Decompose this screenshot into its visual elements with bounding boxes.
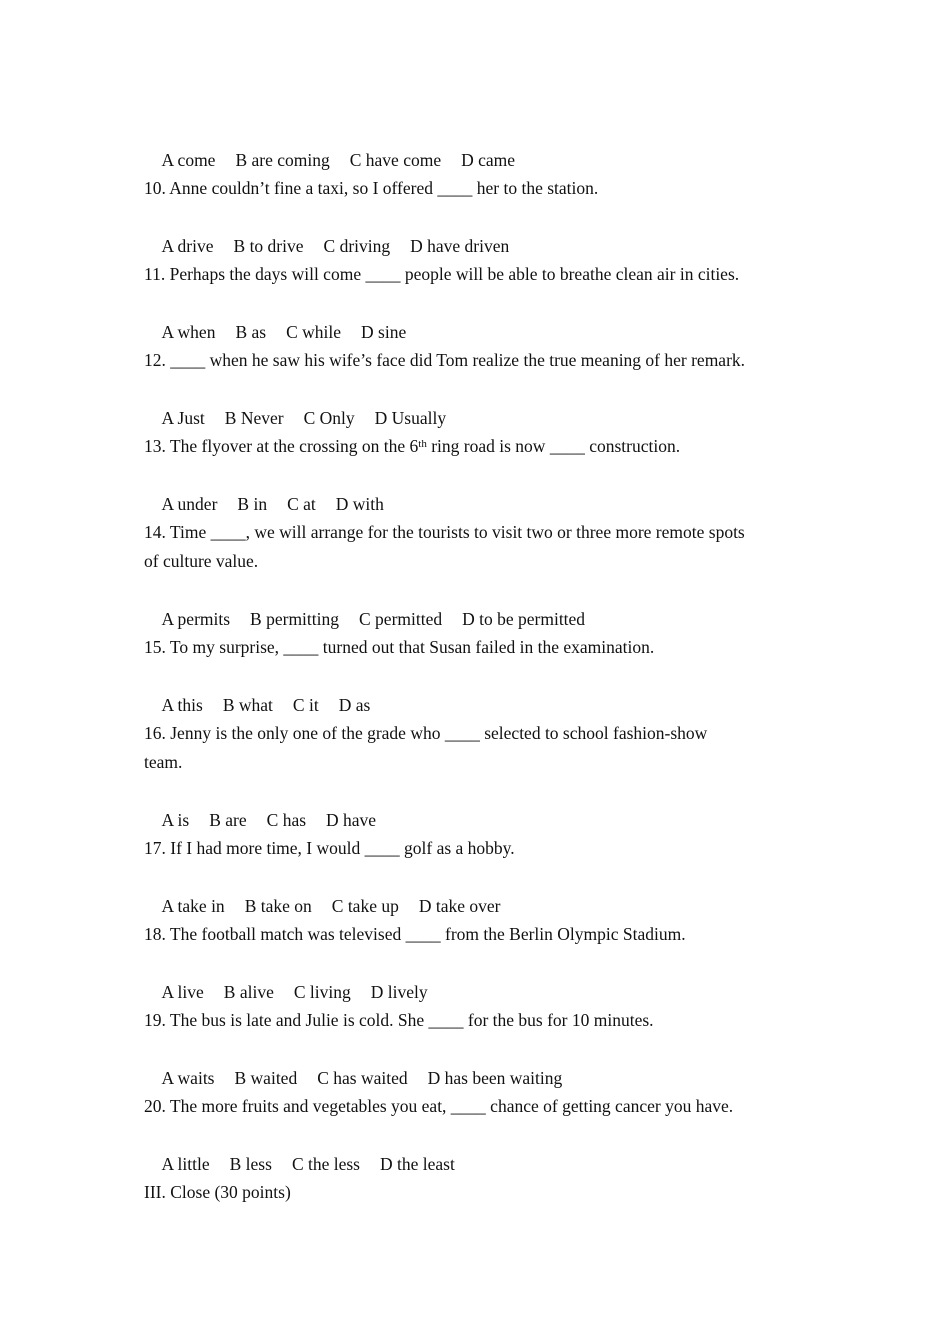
document-page (144, 117, 824, 1207)
q18-option-b: B alive (223, 982, 274, 1002)
q14-option-c: C permitted (359, 609, 443, 629)
q10-option-d: D have driven (410, 236, 510, 256)
q14-stem-line1: 14. Time ____, we will arrange for the tourists to visit two or three more remote spots (144, 522, 745, 542)
q15-options (144, 662, 824, 715)
q9-options (144, 117, 824, 170)
q9-option-d: D came (461, 150, 516, 170)
q9-option-b: B are coming (235, 150, 330, 170)
q10-option-b: B to drive (233, 236, 304, 256)
q12-option-c: C Only (303, 408, 355, 428)
q12-option-d: D Usually (374, 408, 447, 428)
q16-option-a: A is (161, 810, 190, 830)
q13-stem-after: ring road is now ____ construction. (426, 436, 681, 456)
q12-stem: 12. ____ when he saw his wife’s face did Tom realize the true meaning of her remark. (144, 350, 746, 370)
q15-option-c: C it (292, 695, 319, 715)
q11-option-a: A when (161, 322, 216, 342)
q14-option-d: D to be permitted (462, 609, 586, 629)
q14-option-a: A permits (161, 609, 231, 629)
q18-option-a: A live (161, 982, 204, 1002)
q14-option-b: B permitting (250, 609, 339, 629)
q16-option-d: D have (326, 810, 377, 830)
q10-option-c: C driving (323, 236, 391, 256)
q15-option-b: B what (222, 695, 273, 715)
q16-stem-line1: 16. Jenny is the only one of the grade who ____ selected to school fashion-show (144, 723, 708, 743)
q18-stem: 18. The football match was televised ____ from the Berlin Olympic Stadium. (144, 924, 686, 944)
q19-options (144, 1035, 824, 1088)
q19-option-a: A waits (161, 1068, 215, 1088)
q11-option-d: D sine (361, 322, 407, 342)
q10-stem: 10. Anne couldn’t fine a taxi, so I offered ____ her to the station. (144, 178, 599, 198)
q11-option-b: B as (235, 322, 267, 342)
q17-option-c: C take up (331, 896, 399, 916)
q12-options (144, 375, 824, 428)
q16-options (144, 777, 824, 830)
q20-option-d: D the least (380, 1154, 455, 1174)
q20-option-a: A little (161, 1154, 210, 1174)
q13-option-a: A under (161, 494, 218, 514)
q20-stem: 20. The more fruits and vegetables you eat, ____ chance of getting cancer you have. (144, 1096, 734, 1116)
q19-option-d: D has been waiting (427, 1068, 563, 1088)
q17-option-a: A take in (161, 896, 225, 916)
q17-option-d: D take over (418, 896, 501, 916)
q13-stem (144, 432, 824, 461)
q13-option-c: C at (287, 494, 316, 514)
q15-stem: 15. To my surprise, ____ turned out that Susan failed in the examination. (144, 637, 655, 657)
q19-option-c: C has waited (317, 1068, 408, 1088)
q16-option-c: C has (266, 810, 307, 830)
q19-option-b: B waited (234, 1068, 298, 1088)
q17-stem: 17. If I had more time, I would ____ golf as a hobby. (144, 838, 515, 858)
q20-options (144, 1121, 824, 1174)
q17-options (144, 863, 824, 916)
q10-options (144, 203, 824, 256)
q9-option-a: A come (161, 150, 216, 170)
q11-stem: 11. Perhaps the days will come ____ people will be able to breathe clean air in cities. (144, 264, 740, 284)
q13-options (144, 461, 824, 514)
q12-option-a: A Just (161, 408, 205, 428)
q12-option-b: B Never (224, 408, 284, 428)
q16-option-b: B are (209, 810, 247, 830)
q17-option-b: B take on (244, 896, 312, 916)
q9-option-c: C have come (349, 150, 442, 170)
q13-option-b: B in (237, 494, 268, 514)
q13-stem-before: 13. The flyover at the crossing on the 6 (144, 436, 419, 456)
q15-option-d: D as (338, 695, 371, 715)
q18-option-c: C living (293, 982, 351, 1002)
q16-stem-line2: team. (144, 752, 183, 772)
section-heading: III. Close (30 points) (144, 1182, 291, 1202)
q10-option-a: A drive (161, 236, 214, 256)
q18-option-d: D lively (370, 982, 428, 1002)
q20-option-c: C the less (291, 1154, 360, 1174)
q11-option-c: C while (286, 322, 342, 342)
q11-options (144, 289, 824, 342)
q20-option-b: B less (229, 1154, 272, 1174)
q13-option-d: D with (335, 494, 384, 514)
q15-option-a: A this (161, 695, 203, 715)
q14-options (144, 576, 824, 629)
q14-stem-line2: of culture value. (144, 551, 259, 571)
q13-stem-ordinal: th (418, 438, 427, 450)
q19-stem: 19. The bus is late and Julie is cold. She ____ for the bus for 10 minutes. (144, 1010, 654, 1030)
q18-options (144, 949, 824, 1002)
